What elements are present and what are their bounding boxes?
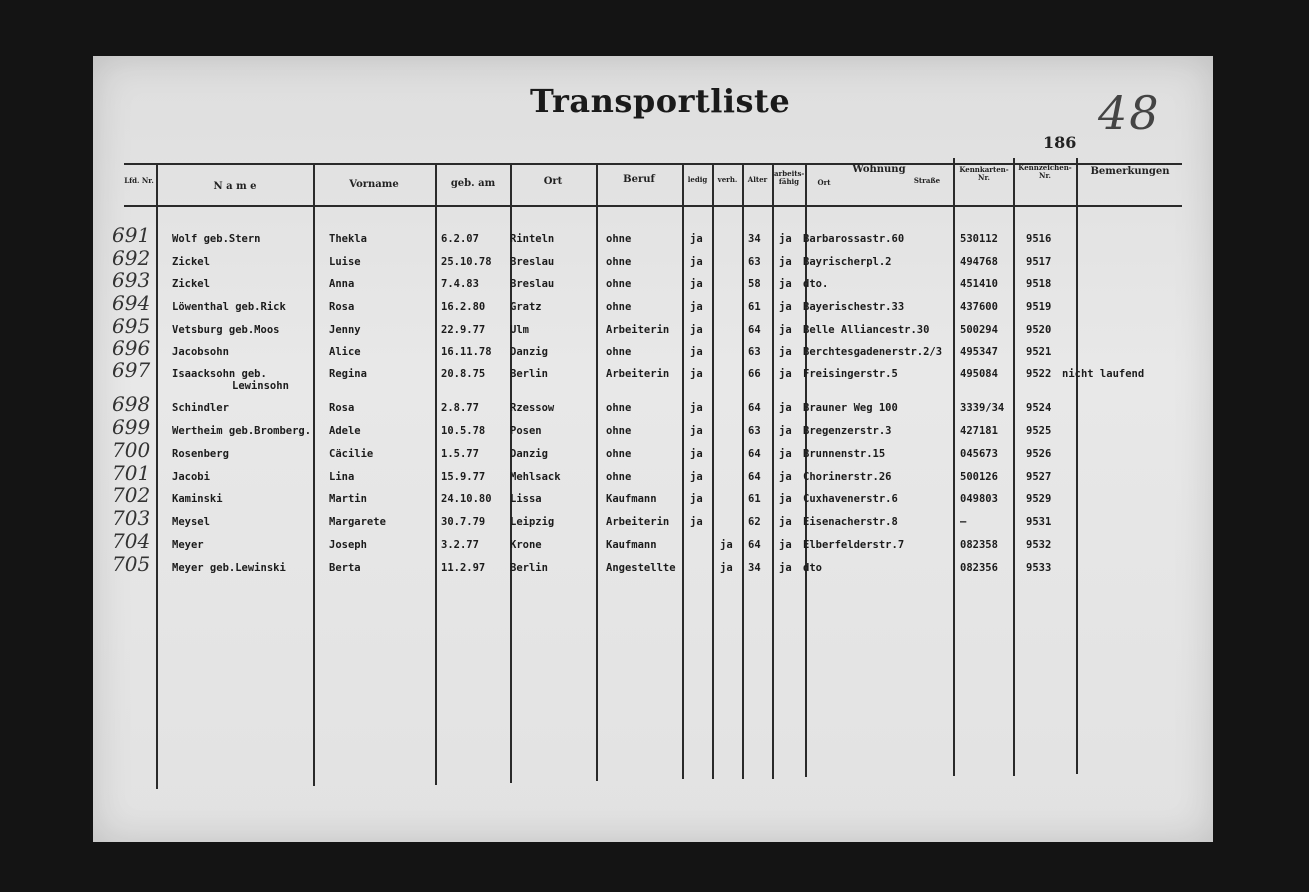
cell-vorname: Regina <box>329 368 367 380</box>
header-kennkarten: Kennkarten- Nr. <box>959 165 1009 182</box>
cell-beruf: Arbeiterin <box>606 368 670 380</box>
cell-beruf: ohne <box>606 233 632 245</box>
cell-kk: 495347 <box>960 346 998 358</box>
cell-name: Rosenberg <box>172 448 229 460</box>
col-rule <box>596 163 598 781</box>
cell-arb: ja <box>779 562 792 574</box>
cell-name: Jacobsohn <box>172 346 229 358</box>
header-beruf: Beruf <box>623 174 655 185</box>
cell-kz: 9533 <box>1026 562 1052 574</box>
cell-geb: 22.9.77 <box>441 324 486 336</box>
cell-arb: ja <box>779 493 792 505</box>
cell-vorname: Martin <box>329 493 367 505</box>
header-verh: verh. <box>717 175 738 184</box>
col-rule <box>1076 158 1078 774</box>
cell-arb: ja <box>779 278 792 290</box>
cell-kz: 9519 <box>1026 301 1052 313</box>
cell-alter: 62 <box>748 516 761 528</box>
cell-alter: 64 <box>748 471 761 483</box>
cell-strasse: Chorinerstr.26 <box>803 471 892 483</box>
cell-nr: 696 <box>112 336 151 360</box>
cell-kz: 9531 <box>1026 516 1052 528</box>
cell-vorname: Rosa <box>329 402 355 414</box>
cell-kk: 500294 <box>960 324 998 336</box>
cell-geb: 30.7.79 <box>441 516 486 528</box>
cell-kk: 530112 <box>960 233 998 245</box>
cell-ledig: ja <box>690 301 703 313</box>
page-title: Transportliste <box>530 82 791 120</box>
cell-ort: Danzig <box>510 346 548 358</box>
cell-vorname: Thekla <box>329 233 367 245</box>
cell-vorname: Luise <box>329 256 361 268</box>
cell-alter: 61 <box>748 301 761 313</box>
cell-strasse: Berchtesgadenerstr.2/3 <box>803 346 943 358</box>
cell-arb: ja <box>779 402 792 414</box>
cell-beruf: Kaufmann <box>606 493 657 505</box>
cell-kz: 9527 <box>1026 471 1052 483</box>
cell-kk: 427181 <box>960 425 998 437</box>
cell-kz: 9524 <box>1026 402 1052 414</box>
cell-ledig: ja <box>690 233 703 245</box>
cell-ledig: ja <box>690 346 703 358</box>
cell-ort: Rinteln <box>510 233 555 245</box>
cell-kk: 494768 <box>960 256 998 268</box>
cell-alter: 64 <box>748 402 761 414</box>
cell-beruf: Kaufmann <box>606 539 657 551</box>
col-rule <box>682 163 684 779</box>
cell-kk: 049803 <box>960 493 998 505</box>
cell-nr: 703 <box>112 506 151 530</box>
cell-vorname: Joseph <box>329 539 367 551</box>
header-wohnung: Wohnung <box>852 164 906 175</box>
cell-beruf: Arbeiterin <box>606 324 670 336</box>
cell-ort: Rzessow <box>510 402 555 414</box>
header-vorname: Vorname <box>349 179 399 190</box>
cell-geb: 20.8.75 <box>441 368 486 380</box>
header-arbeitsfaehig: arbeits- fähig <box>774 169 805 186</box>
cell-beruf: Angestellte <box>606 562 676 574</box>
cell-geb: 25.10.78 <box>441 256 492 268</box>
cell-kk: 082358 <box>960 539 998 551</box>
col-rule <box>772 163 774 779</box>
cell-alter: 63 <box>748 256 761 268</box>
cell-geb: 3.2.77 <box>441 539 479 551</box>
cell-strasse: Eisenacherstr.8 <box>803 516 898 528</box>
cell-ledig: ja <box>690 448 703 460</box>
cell-ort: Berlin <box>510 562 548 574</box>
cell-strasse: Belle Alliancestr.30 <box>803 324 930 336</box>
cell-beruf: ohne <box>606 301 632 313</box>
cell-strasse: Brauner Weg 100 <box>803 402 898 414</box>
cell-ort: Posen <box>510 425 542 437</box>
cell-kk: 045673 <box>960 448 998 460</box>
cell-beruf: ohne <box>606 278 632 290</box>
col-rule <box>435 163 437 785</box>
header-wohnung-ort: Ort <box>817 178 831 187</box>
cell-kz: 9520 <box>1026 324 1052 336</box>
cell-bem: nicht laufend <box>1062 368 1145 380</box>
cell-ort: Gratz <box>510 301 542 313</box>
cell-arb: ja <box>779 368 792 380</box>
col-rule <box>712 163 714 779</box>
cell-kz: 9516 <box>1026 233 1052 245</box>
header-alter: Alter <box>747 175 768 184</box>
cell-alter: 64 <box>748 539 761 551</box>
cell-strasse: Freisingerstr.5 <box>803 368 898 380</box>
cell-vorname: Rosa <box>329 301 355 313</box>
cell-ort: Lissa <box>510 493 542 505</box>
cell-alter: 58 <box>748 278 761 290</box>
cell-geb: 6.2.07 <box>441 233 479 245</box>
cell-geb: 11.2.97 <box>441 562 486 574</box>
cell-beruf: ohne <box>606 425 632 437</box>
cell-kz: 9532 <box>1026 539 1052 551</box>
cell-alter: 64 <box>748 448 761 460</box>
cell-alter: 34 <box>748 562 761 574</box>
cell-arb: ja <box>779 301 792 313</box>
cell-vorname: Margarete <box>329 516 386 528</box>
cell-arb: ja <box>779 324 792 336</box>
cell-vorname: Berta <box>329 562 361 574</box>
cell-ledig: ja <box>690 368 703 380</box>
cell-strasse: dto. <box>803 278 829 290</box>
cell-ort: Leipzig <box>510 516 555 528</box>
cell-strasse: Cuxhavenerstr.6 <box>803 493 898 505</box>
cell-arb: ja <box>779 233 792 245</box>
cell-name: Vetsburg geb.Moos <box>172 324 280 336</box>
cell-ledig: ja <box>690 256 703 268</box>
table-header-rule <box>124 205 1182 207</box>
cell-name: Meyer geb.Lewinski <box>172 562 286 574</box>
cell-vorname: Anna <box>329 278 355 290</box>
cell-name: Kaminski <box>172 493 223 505</box>
cell-beruf: Arbeiterin <box>606 516 670 528</box>
cell-ort: Berlin <box>510 368 548 380</box>
cell-alter: 34 <box>748 233 761 245</box>
cell-arb: ja <box>779 539 792 551</box>
cell-alter: 64 <box>748 324 761 336</box>
cell-name: Meysel <box>172 516 210 528</box>
cell-nr: 695 <box>112 314 151 338</box>
cell-arb: ja <box>779 256 792 268</box>
cell-geb: 10.5.78 <box>441 425 486 437</box>
col-rule <box>156 163 158 789</box>
cell-arb: ja <box>779 516 792 528</box>
cell-strasse: Bayrischerpl.2 <box>803 256 892 268</box>
cell-strasse: Bayerischestr.33 <box>803 301 905 313</box>
cell-name: Wertheim geb.Bromberg. <box>172 425 312 437</box>
header-bemerkungen: Bemerkungen <box>1090 166 1170 177</box>
col-rule <box>742 163 744 779</box>
cell-nr: 704 <box>112 529 151 553</box>
cell-ledig: ja <box>690 402 703 414</box>
cell-name: Meyer <box>172 539 204 551</box>
cell-kz: 9526 <box>1026 448 1052 460</box>
col-rule <box>313 163 315 786</box>
cell-beruf: ohne <box>606 448 632 460</box>
cell-geb: 24.10.80 <box>441 493 492 505</box>
col-rule <box>1013 158 1015 776</box>
cell-kz: 9518 <box>1026 278 1052 290</box>
cell-name: Isaacksohn geb. <box>172 368 267 380</box>
cell-nr: 697 <box>112 358 151 382</box>
cell-beruf: ohne <box>606 256 632 268</box>
cell-kz: 9525 <box>1026 425 1052 437</box>
cell-ledig: ja <box>690 425 703 437</box>
cell-kk: 082356 <box>960 562 998 574</box>
header-wohnung-strasse: Straße <box>913 176 941 185</box>
cell-name: Löwenthal geb.Rick <box>172 301 286 313</box>
cell-nr: 693 <box>112 268 151 292</box>
cell-verh: ja <box>720 539 733 551</box>
cell-strasse: Bregenzerstr.3 <box>803 425 892 437</box>
cell-name-continued: Lewinsohn <box>232 380 289 392</box>
cell-vorname: Alice <box>329 346 361 358</box>
cell-ledig: ja <box>690 493 703 505</box>
cell-kk: 495084 <box>960 368 998 380</box>
cell-vorname: Cäcilie <box>329 448 374 460</box>
cell-nr: 700 <box>112 438 151 462</box>
cell-strasse: Elberfelderstr.7 <box>803 539 905 551</box>
cell-ort: Krone <box>510 539 542 551</box>
cell-kk: 500126 <box>960 471 998 483</box>
cell-kz: 9522 <box>1026 368 1052 380</box>
cell-name: Schindler <box>172 402 229 414</box>
cell-beruf: ohne <box>606 402 632 414</box>
cell-name: Zickel <box>172 278 210 290</box>
header-ledig: ledig <box>687 175 708 184</box>
cell-vorname: Lina <box>329 471 355 483</box>
cell-strasse: Brunnenstr.15 <box>803 448 886 460</box>
cell-beruf: ohne <box>606 346 632 358</box>
cell-nr: 692 <box>112 246 151 270</box>
cell-kk: 437600 <box>960 301 998 313</box>
cell-ort: Breslau <box>510 278 555 290</box>
cell-name: Wolf geb.Stern <box>172 233 261 245</box>
cell-ort: Ulm <box>510 324 529 336</box>
cell-ledig: ja <box>690 324 703 336</box>
cell-ort: Breslau <box>510 256 555 268</box>
cell-ledig: ja <box>690 278 703 290</box>
cell-geb: 16.2.80 <box>441 301 486 313</box>
cell-kk: 3339/34 <box>960 402 1005 414</box>
cell-beruf: ohne <box>606 471 632 483</box>
header-lfd-nr: Lfd. Nr. <box>124 176 154 185</box>
cell-kk: 451410 <box>960 278 998 290</box>
cell-ledig: ja <box>690 471 703 483</box>
col-rule <box>953 158 955 776</box>
header-ort: Ort <box>543 176 563 187</box>
cell-nr: 699 <box>112 415 151 439</box>
cell-vorname: Adele <box>329 425 361 437</box>
cell-arb: ja <box>779 425 792 437</box>
cell-nr: 691 <box>112 223 151 247</box>
cell-ort: Mehlsack <box>510 471 561 483</box>
cell-alter: 66 <box>748 368 761 380</box>
cell-nr: 701 <box>112 461 151 485</box>
cell-alter: 63 <box>748 425 761 437</box>
cell-nr: 702 <box>112 483 151 507</box>
cell-strasse: dto <box>803 562 822 574</box>
cell-kk: — <box>960 516 967 528</box>
header-kennzeichen: Kennzeichen- Nr. <box>1018 163 1072 180</box>
cell-geb: 2.8.77 <box>441 402 479 414</box>
cell-nr: 705 <box>112 552 151 576</box>
cell-arb: ja <box>779 346 792 358</box>
cell-geb: 15.9.77 <box>441 471 486 483</box>
cell-nr: 694 <box>112 291 151 315</box>
cell-vorname: Jenny <box>329 324 361 336</box>
cell-name: Jacobi <box>172 471 210 483</box>
cell-geb: 1.5.77 <box>441 448 479 460</box>
header-name: N a m e <box>213 181 257 192</box>
cell-verh: ja <box>720 562 733 574</box>
cell-kz: 9521 <box>1026 346 1052 358</box>
cell-alter: 63 <box>748 346 761 358</box>
cell-ledig: ja <box>690 516 703 528</box>
cell-alter: 61 <box>748 493 761 505</box>
cell-arb: ja <box>779 471 792 483</box>
handwritten-page-number: 48 <box>1098 86 1161 140</box>
cell-kz: 9517 <box>1026 256 1052 268</box>
cell-strasse: Barbarossastr.60 <box>803 233 905 245</box>
cell-nr: 698 <box>112 392 151 416</box>
cell-geb: 7.4.83 <box>441 278 479 290</box>
page-number: 186 <box>1043 133 1077 152</box>
cell-kz: 9529 <box>1026 493 1052 505</box>
cell-geb: 16.11.78 <box>441 346 492 358</box>
header-geb-am: geb. am <box>450 178 496 189</box>
cell-ort: Danzig <box>510 448 548 460</box>
cell-name: Zickel <box>172 256 210 268</box>
cell-arb: ja <box>779 448 792 460</box>
